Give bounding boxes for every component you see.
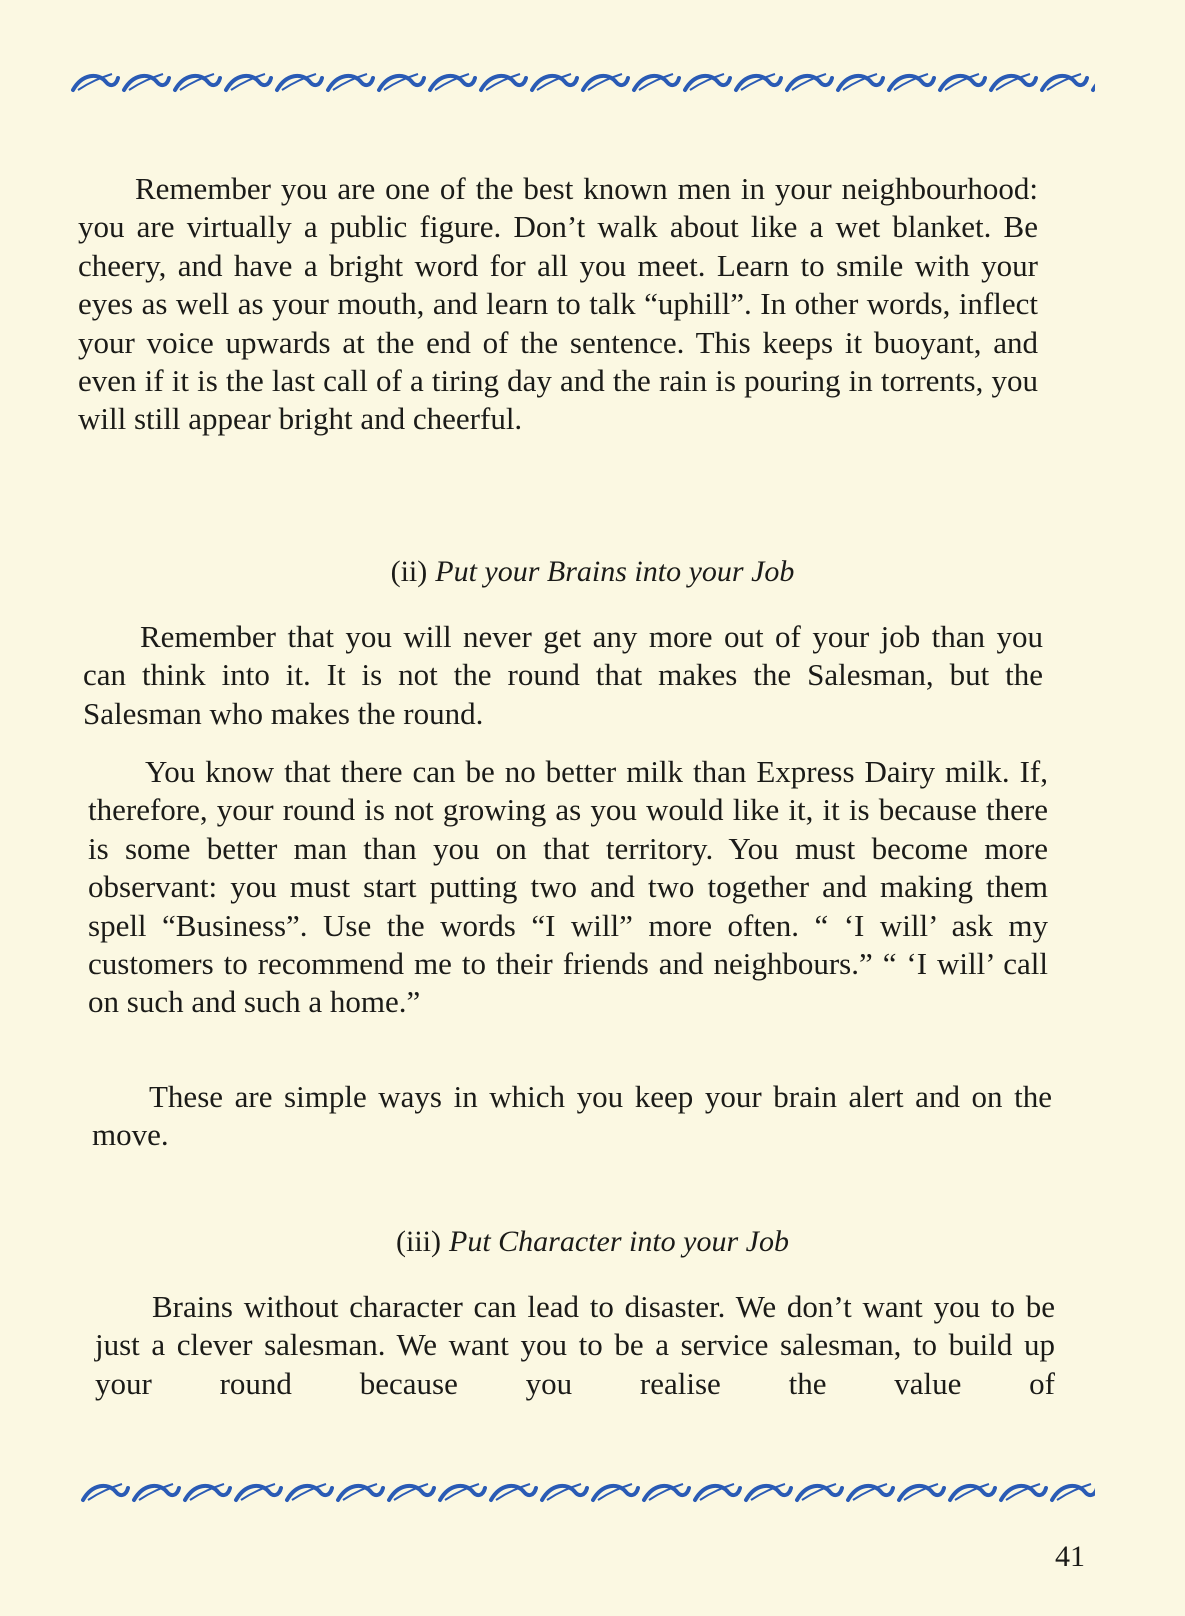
section-heading [0,1225,1185,1259]
section-title: Put your Brains into your Job [435,555,795,588]
paragraph: You know that there can be no better milk than Express Dairy milk. If, therefore, your round is not growing as you would like it, it is because there is some better man than you on that territory. You must become more observant: you must start putting two and two together and making them spell “Business”. Use the words “I will” more often. “ ‘I will’ ask my customers to recommend me to their friends and neighbours.” “ ‘I will’ call on such and such a home.” [88,754,1048,1020]
top-ornamental-border [70,60,1095,100]
page-number: 41 [1055,1540,1085,1573]
bottom-ornamental-border [80,1470,1095,1510]
section-heading [0,555,1185,589]
paragraph: Remember that you will never get any more out of your job than you can think into it. It is not the round that makes the Salesman, but the Salesman who makes the round. [83,619,1043,731]
paragraph: These are simple ways in which you keep your brain alert and on the move. [92,1079,1052,1153]
section-title: Put Character into your Job [449,1225,789,1258]
paragraph: Brains without character can lead to disaster. We don’t want you to be just a clever salesman. We want you to be a service salesman, to build up your round because you realise the value of [95,1289,1055,1401]
section-number: (ii) [390,555,428,588]
section-number: (iii) [396,1225,442,1258]
paragraph: Remember you are one of the best known men in your neighbourhood: you are virtually a public figure. Don’t walk about like a wet blanket. Be cheery, and have a bright word for all you meet. Learn to smile with your eyes as well as your mouth, and learn to talk “uphill”. In other words, inflect your voice upwards at the end of the sentence. This keeps it buoyant, and even if it is the last call of a tiring day and the rain is pouring in torrents, you will still appear bright and cheerful. [78,171,1038,437]
